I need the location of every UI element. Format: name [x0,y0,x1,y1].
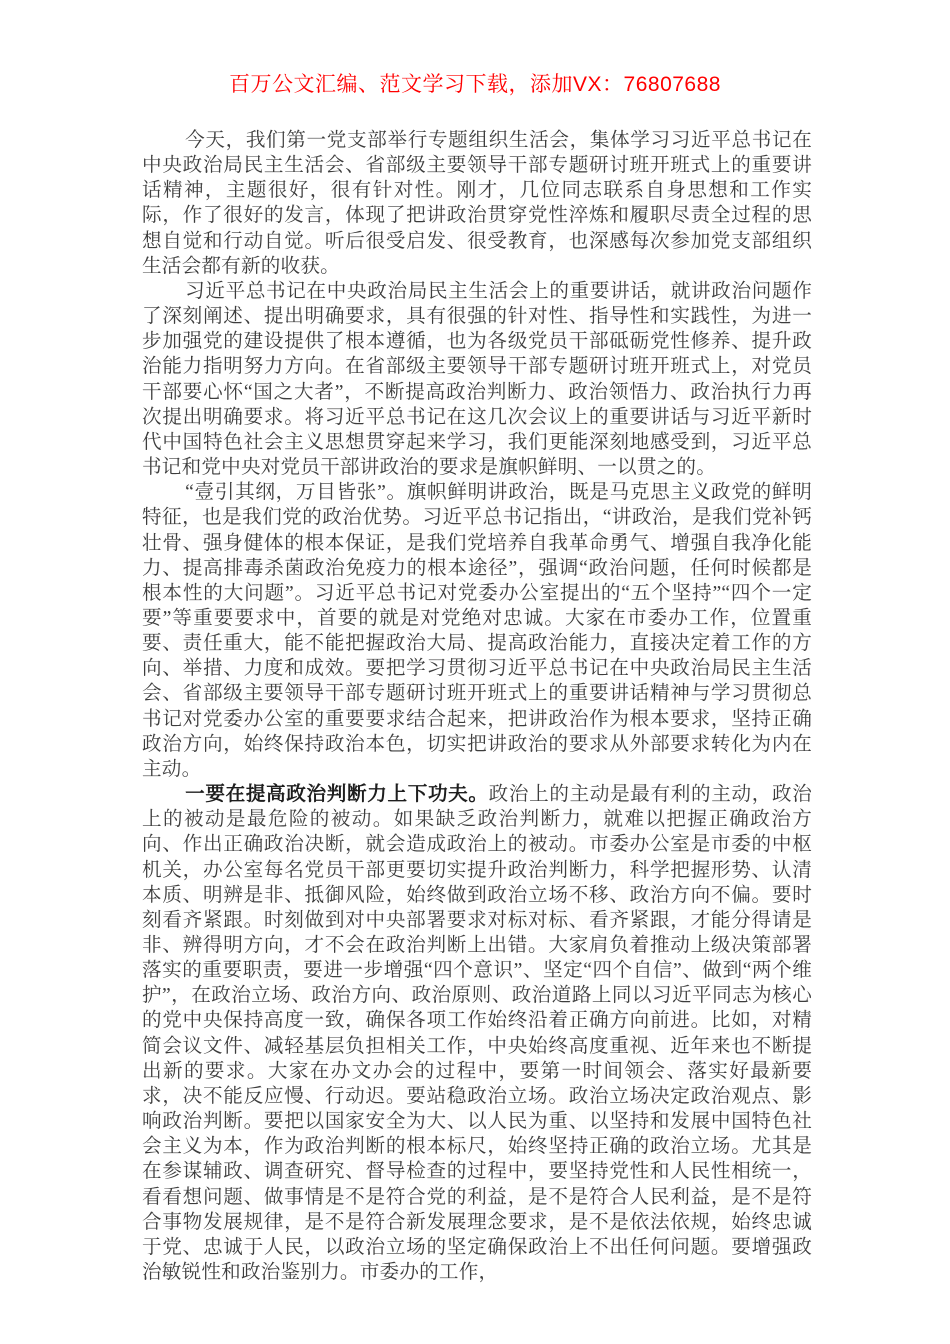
paragraph-text: 习近平总书记在中央政治局民主生活会上的重要讲话，就讲政治问题作了深刻阐述、提出明确要求，具有很强的针对性、指导性和实践性，为进一步加强党的建设提供了根本遵循，也为各级党员干部砥砺党性修养、提升政治能力指明努力方向。在省部级主要领导干部专题研讨班开班式上，对党员干部要心怀“国之大者”，不断提高政治判断力、政治领悟力、政治执行力再次提出明确要求。将习近平总书记在这几次会议上的重要讲话与习近平新时代中国特色社会主义思想贯穿起来学习，我们更能深刻地感受到，习近平总书记和党中央对党员干部讲政治的要求是旗帜鲜明、一以贯之的。 [142,280,812,479]
document-body [142,128,812,1285]
paragraph-text: 今天，我们第一党支部举行专题组织生活会，集体学习习近平总书记在中央政治局民主生活会、省部级主要领导干部专题研讨班开班式上的重要讲话精神，主题很好，很有针对性。刚才，几位同志联系自身思想和工作实际，作了很好的发言，体现了把讲政治贯穿党性淬炼和履职尽责全过程的思想自觉和行动自觉。听后很受启发、很受教育，也深感每次参加党支部组织生活会都有新的收获。 [142,130,812,277]
paragraph [142,279,812,480]
paragraph [142,480,812,782]
paragraph-lead-bold: 一要在提高政治判断力上下功夫。 [185,784,489,806]
watermark-header: 百万公文汇编、范文学习下载，添加VX：76807688 [229,73,721,96]
paragraph-text: 政治上的主动是最有利的主动，政治上的被动是最危险的被动。如果缺乏政治判断力，就难以把握正确政治方向、作出正确政治决断，就会造成政治上的被动。市委办公室是市委的中枢机关，办公室每名党员干部更要切实提升政治判断力，科学把握形势、认清本质、明辨是非、抵御风险，始终做到政治立场不移、政治方向不偏。要时刻看齐紧跟。时刻做到对中央部署要求对标对标、看齐紧跟，才能分得请是非、辨得明方向，才不会在政治判断上出错。大家肩负着推动上级决策部署落实的重要职责，要进一步增强“四个意识”、坚定“四个自信”、做到“两个维护”，在政治立场、政治方向、政治原则、政治道路上同以习近平同志为核心的党中央保持高度一致，确保各项工作始终沿着正确方向前进。比如，对精简会议文件、减轻基层负担相关工作，中央始终高度重视、近年来也不断提出新的要求。大家在办文办会的过程中，要第一时间领会、落实好最新要求，决不能反应慢、行动迟。要站稳政治立场。政治立场决定政治观点、影响政治判断。要把以国家安全为大、以人民为重、以坚持和发展中国特色社会主义为本，作为政治判断的根本标尺，始终坚持正确的政治立场。尤其是在参谋辅政、调查研究、督导检查的过程中，要坚持党性和人民性相统一，看看想问题、做事情是不是符合党的利益，是不是符合人民利益，是不是符合事物发展规律，是不是符合新发展理念要求，是不是依法依规，始终忠诚于党、忠诚于人民，以政治立场的坚定确保政治上不出任何问题。要增强政治敏锐性和政治鉴别力。市委办的工作， [142,784,812,1284]
paragraph [142,128,812,279]
paragraph [142,782,812,1285]
paragraph-text: “壹引其纲，万目皆张”。旗帜鲜明讲政治，既是马克思主义政党的鲜明特征，也是我们党的政治优势。习近平总书记指出，“讲政治，是我们党补钙壮骨、强身健体的根本保证，是我们党培养自我革命勇气、增强自我净化能力、提高排毒杀菌政治免疫力的根本途径”，强调“政治问题，任何时候都是根本性的大问题”。习近平总书记对党委办公室提出的“五个坚持”“四个一定要”等重要要求中，首要的就是对党绝对忠诚。大家在市委办工作，位置重要、责任重大，能不能把握政治大局、提高政治能力，直接决定着工作的方向、举措、力度和成效。要把学习贯彻习近平总书记在中央政治局民主生活会、省部级主要领导干部专题研讨班开班式上的重要讲话精神与学习贯彻总书记对党委办公室的重要要求结合起来，把讲政治作为根本要求，坚持正确政治方向，始终保持政治本色，切实把讲政治的要求从外部要求转化为内在主动。 [142,482,812,780]
